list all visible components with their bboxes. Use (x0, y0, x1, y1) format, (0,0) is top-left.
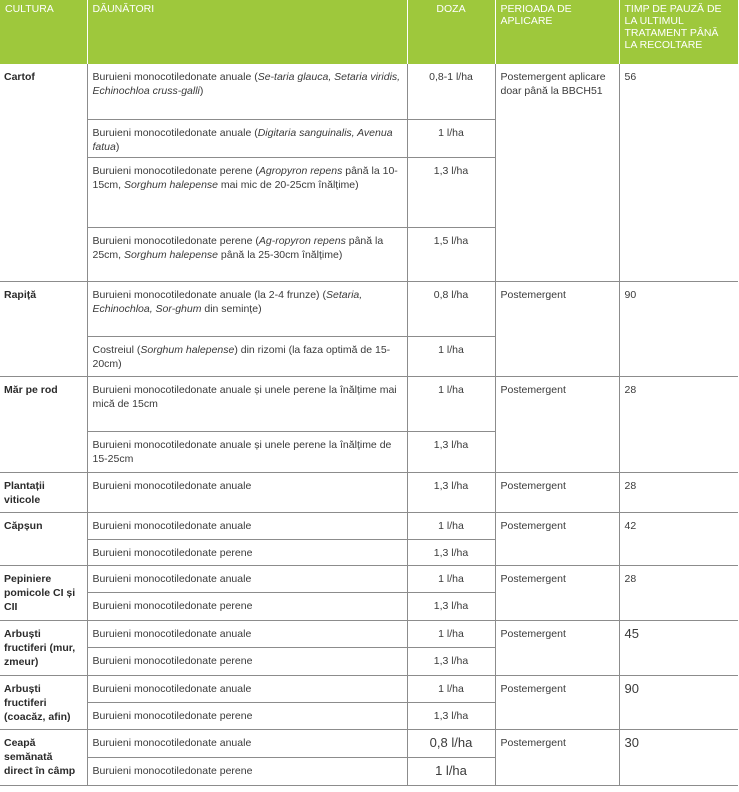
period-cell: Postemergent (495, 675, 619, 729)
dose-cell: 0,8 l/ha (407, 729, 495, 757)
header-daunatori: DĂUNĂTORI (87, 0, 407, 64)
table-row (0, 472, 738, 512)
pest-cell: Buruieni monocotiledonate anuale (87, 472, 407, 512)
period-cell: Postemergent (495, 620, 619, 675)
dose-cell: 1 l/ha (407, 675, 495, 702)
table-row (0, 64, 738, 119)
crop-rapita: Rapiță (0, 281, 87, 376)
pest-cell: Buruieni monocotiledonate perene (87, 592, 407, 620)
pest-cell: Buruieni monocotiledonate anuale (la 2-4 frunze) (Setaria, Echinochloa, Sor-ghum din semințe) (87, 281, 407, 336)
period-cell: Postemergent (495, 281, 619, 376)
pest-cell: Buruieni monocotiledonate anuale (Se-taria glauca, Setaria viridis, Echinochloa cruss-galli) (87, 64, 407, 119)
table-row (0, 376, 738, 431)
dose-cell: 1 l/ha (407, 512, 495, 539)
table-row (0, 675, 738, 702)
period-cell: Postemergent aplicare doar până la BBCH51 (495, 64, 619, 281)
dose-cell: 1 l/ha (407, 376, 495, 431)
table-header-row (0, 0, 738, 64)
pest-cell: Buruieni monocotiledonate perene (87, 702, 407, 729)
dose-cell: 0,8-1 l/ha (407, 64, 495, 119)
header-timp-pauza: TIMP DE PAUZĂ DE LA ULTIMUL TRATAMENT PÂNĂ LA RECOLTARE (619, 0, 738, 64)
period-cell: Postemergent (495, 376, 619, 472)
pause-cell: 90 (619, 675, 738, 729)
period-cell: Postemergent (495, 472, 619, 512)
dose-cell: 1,3 l/ha (407, 592, 495, 620)
header-cultura: CULTURA (0, 0, 87, 64)
crop-pepiniere: Pepiniere pomicole CI și CII (0, 565, 87, 620)
crop-mar: Măr pe rod (0, 376, 87, 472)
dose-cell: 1,3 l/ha (407, 157, 495, 227)
pause-cell: 90 (619, 281, 738, 376)
dose-cell: 1 l/ha (407, 565, 495, 592)
pause-cell: 28 (619, 472, 738, 512)
period-cell: Postemergent (495, 565, 619, 620)
table-row (0, 620, 738, 647)
dose-cell: 1 l/ha (407, 336, 495, 376)
crop-capsun: Căpșun (0, 512, 87, 565)
pest-cell: Buruieni monocotiledonate anuale (87, 512, 407, 539)
pause-cell: 28 (619, 376, 738, 472)
crop-arbusti-coacaz-afin: Arbuști fructiferi (coacăz, afin) (0, 675, 87, 729)
pest-cell: Buruieni monocotiledonate anuale și unele perene la înălțime de 15-25cm (87, 431, 407, 472)
crop-arbusti-mur-zmeur: Arbuști fructiferi (mur, zmeur) (0, 620, 87, 675)
dose-cell: 1,3 l/ha (407, 647, 495, 675)
dose-cell: 1,3 l/ha (407, 702, 495, 729)
pest-cell: Buruieni monocotiledonate anuale (87, 565, 407, 592)
dose-cell: 1,3 l/ha (407, 539, 495, 565)
dose-cell: 1,3 l/ha (407, 472, 495, 512)
pest-cell: Buruieni monocotiledonate anuale (87, 729, 407, 757)
table-row (0, 565, 738, 592)
pest-cell: Buruieni monocotiledonate perene (Agropyron repens până la 10-15cm, Sorghum halepense mai mic de 20-25cm înălțime) (87, 157, 407, 227)
pause-cell: 42 (619, 512, 738, 565)
crop-ceapa: Ceapă semănată direct în câmp (0, 729, 87, 785)
pause-cell: 28 (619, 565, 738, 620)
crop-cartof: Cartof (0, 64, 87, 281)
dose-cell: 1,3 l/ha (407, 431, 495, 472)
table-row (0, 512, 738, 539)
pest-cell: Costreiul (Sorghum halepense) din rizomi (la faza optimă de 15-20cm) (87, 336, 407, 376)
pest-cell: Buruieni monocotiledonate perene (87, 757, 407, 785)
table-row (0, 281, 738, 336)
header-doza: DOZA (407, 0, 495, 64)
table-row (0, 729, 738, 757)
header-perioada: PERIOADA DE APLICARE (495, 0, 619, 64)
crop-viticole: Plantații viticole (0, 472, 87, 512)
dose-cell: 1 l/ha (407, 119, 495, 157)
period-cell: Postemergent (495, 512, 619, 565)
pest-cell: Buruieni monocotiledonate perene (87, 539, 407, 565)
period-cell: Postemergent (495, 729, 619, 785)
dose-cell: 1 l/ha (407, 757, 495, 785)
dose-cell: 1 l/ha (407, 620, 495, 647)
pest-cell: Buruieni monocotiledonate anuale (Digitaria sanguinalis, Avenua fatua) (87, 119, 407, 157)
pest-cell: Buruieni monocotiledonate anuale (87, 620, 407, 647)
dose-cell: 0,8 l/ha (407, 281, 495, 336)
pest-cell: Buruieni monocotiledonate perene (Ag-ropyron repens până la 25cm, Sorghum halepense până la 25-30cm înălțime) (87, 227, 407, 281)
pest-cell: Buruieni monocotiledonate anuale (87, 675, 407, 702)
pause-cell: 56 (619, 64, 738, 281)
pest-cell: Buruieni monocotiledonate anuale și unele perene la înălțime mai mică de 15cm (87, 376, 407, 431)
pest-cell: Buruieni monocotiledonate perene (87, 647, 407, 675)
dose-cell: 1,5 l/ha (407, 227, 495, 281)
pause-cell: 30 (619, 729, 738, 785)
pause-cell: 45 (619, 620, 738, 675)
